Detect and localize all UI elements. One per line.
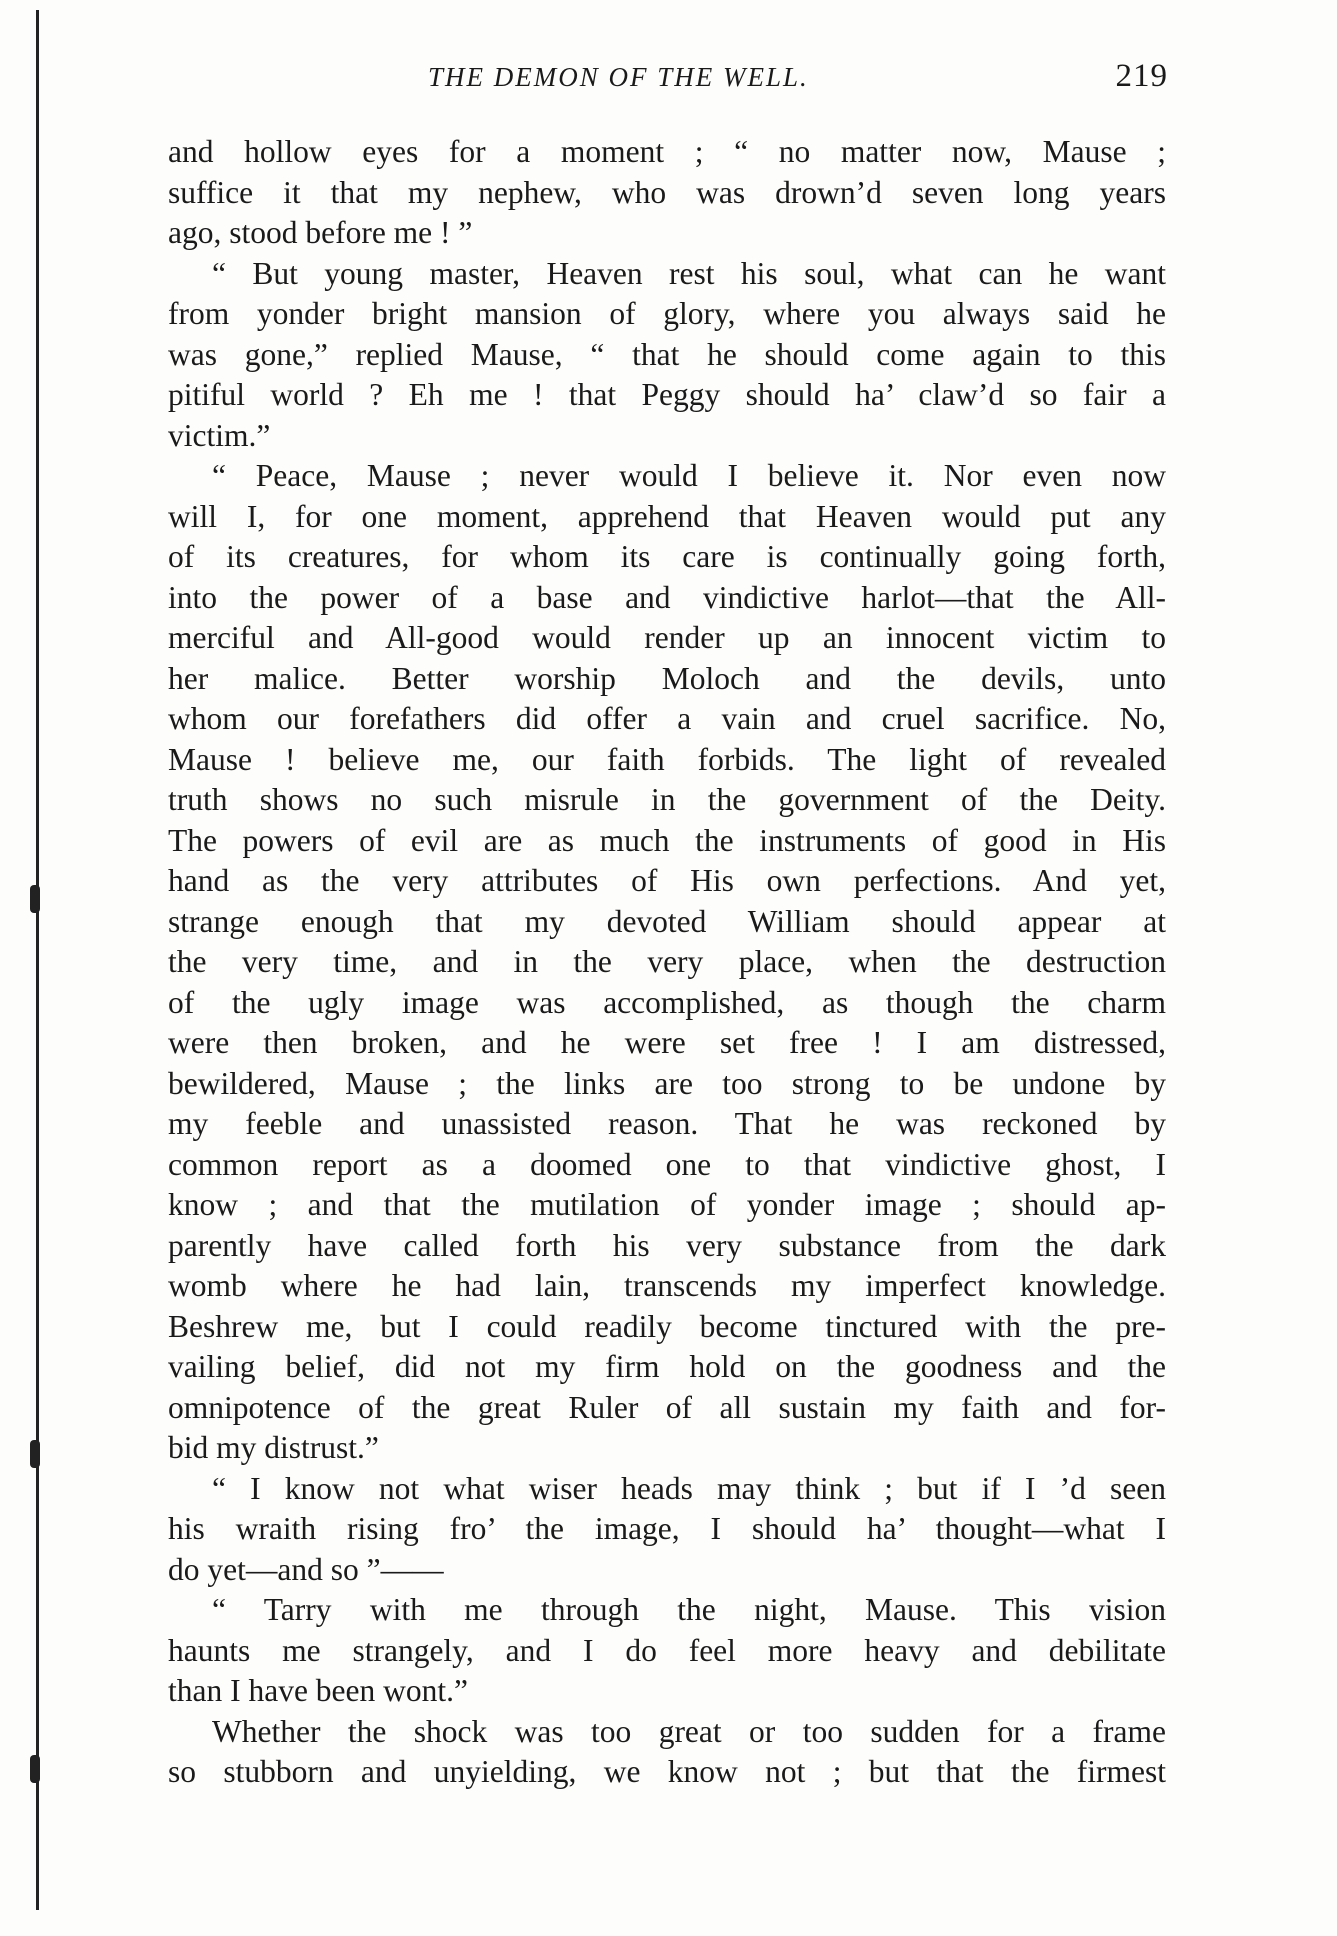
text-line: victim.” [168,417,271,453]
text-line: strange enough that my devoted William should appear at [168,903,1166,939]
text-line: the very time, and in the very place, when the destruction [168,944,1166,979]
text-line: parently have called forth his very substance from the dark [168,1227,1166,1263]
binding-line [36,10,39,1910]
text-line: common report as a doomed one to that vindictive ghost, I [168,1146,1166,1182]
running-title: THE DEMON OF THE WELL. [428,62,809,92]
text-line: will I, for one moment, apprehend that Heaven would put any [168,498,1166,534]
text-line: and hollow eyes for a moment ; “ no matter now, Mause ; [168,134,1166,169]
binding-mark [30,1440,40,1468]
text-line: “ Tarry with me through the night, Mause. This vision [212,1592,1166,1627]
text-line: womb where he had lain, transcends my imperfect knowledge. [168,1268,1166,1303]
text-line: was gone,” replied Mause, “ that he should come again to this [168,336,1166,372]
text-line: of its creatures, for whom its care is continually going forth, [168,539,1166,574]
text-line: “ But young master, Heaven rest his soul, what can he want [212,255,1166,291]
text-line: bid my distrust.” [168,1430,379,1465]
text-line: hand as the very attributes of His own perfections. And yet, [168,863,1166,898]
text-line: pitiful world ? Eh me ! that Peggy should ha’ claw’d so fair a [168,377,1166,412]
text-line: Whether the shock was too great or too sudden for a frame [212,1713,1166,1749]
text-line: do yet—and so ”—— [168,1551,444,1587]
text-line: of the ugly image was accomplished, as though the charm [168,984,1166,1020]
text-line: know ; and that the mutilation of yonder image ; should ap- [168,1187,1166,1222]
text-line: Mause ! believe me, our faith forbids. The light of revealed [168,741,1166,777]
text-line: “ Peace, Mause ; never would I believe it. Nor even now [212,458,1166,493]
text-line: his wraith rising fro’ the image, I should ha’ thought—what I [168,1511,1166,1546]
text-line: ago, stood before me ! ” [168,215,473,250]
text-line: omnipotence of the great Ruler of all sustain my faith and for- [168,1389,1166,1425]
text-line: her malice. Better worship Moloch and the devils, unto [168,660,1166,696]
text-line: merciful and All-good would render up an innocent victim to [168,620,1166,655]
text-line: from yonder bright mansion of glory, where you always said he [168,296,1166,331]
page-header [168,56,1168,96]
text-line: were then broken, and he were set free ! I am distressed, [168,1025,1166,1060]
text-line: than I have been wont.” [168,1673,469,1708]
binding-mark [30,1755,40,1783]
binding-mark [30,885,40,913]
page-number: 219 [1115,58,1168,94]
text-line: suffice it that my nephew, who was drown’d seven long years [168,174,1166,210]
page-binding-edge [28,0,42,1936]
text-line: vailing belief, did not my firm hold on the goodness and the [168,1349,1166,1384]
text-line: “ I know not what wiser heads may think ; but if I ’d seen [212,1470,1166,1506]
text-line: bewildered, Mause ; the links are too strong to be undone by [168,1065,1166,1101]
text-line: whom our forefathers did offer a vain and cruel sacrifice. No, [168,701,1166,736]
text-line: haunts me strangely, and I do feel more heavy and debilitate [168,1632,1166,1668]
body-text [168,132,1166,1793]
text-line: my feeble and unassisted reason. That he was reckoned by [168,1106,1166,1141]
text-line: truth shows no such misrule in the government of the Deity. [168,782,1166,817]
text-line: so stubborn and unyielding, we know not ; but that the firmest [168,1754,1166,1789]
text-line: The powers of evil are as much the instruments of good in His [168,822,1166,858]
text-line: Beshrew me, but I could readily become tinctured with the pre- [168,1308,1166,1344]
text-line: into the power of a base and vindictive harlot—that the All- [168,579,1166,615]
